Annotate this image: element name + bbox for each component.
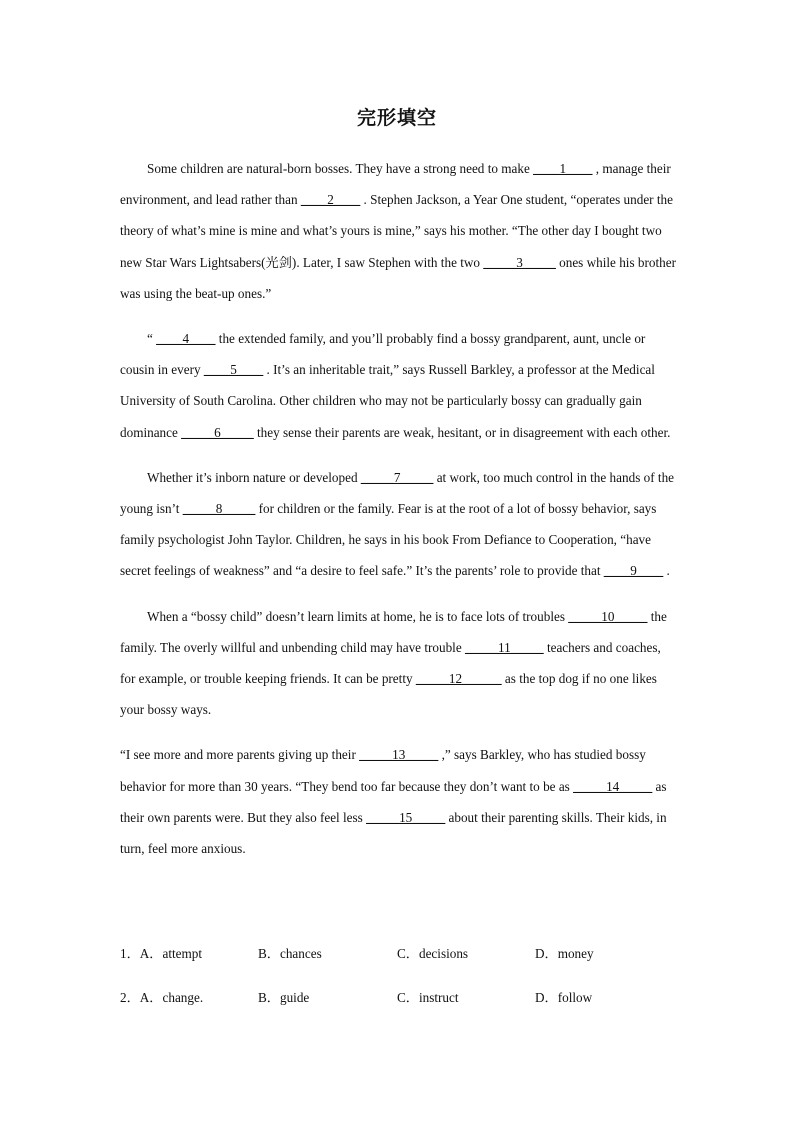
paragraph-text: the extended family, and you’ll probably find a bossy grandparent, aunt, uncle or cousin in every bbox=[120, 331, 646, 378]
paragraph-text: . bbox=[663, 563, 670, 579]
question-1-option-c: C．decisions bbox=[397, 946, 469, 961]
paragraph-text: for children or the family. Fear is at the root of a lot of bossy behavior, says family psychologist John Taylor. Children, he says in his book From Defiance to Cooperation, “have secret feelings of weakness” and “a desire to feel safe.” It’s the parents’ role to provide that bbox=[120, 501, 657, 579]
question-1-option-b: B．chances bbox=[258, 946, 322, 961]
paragraph-text: about their parenting skills. Their kids, in turn, feel more anxious. bbox=[120, 809, 667, 857]
paragraph-text: “I see more and more parents giving up their bbox=[120, 747, 360, 763]
blank-6: _____6_____ bbox=[181, 424, 254, 440]
blank-4: ____4____ bbox=[156, 331, 216, 347]
paragraph-2 bbox=[120, 323, 676, 448]
paragraph-text: Some children are natural-born bosses. They have a strong need to make bbox=[147, 161, 534, 176]
paragraph-text: . Stephen Jackson, a Year One student, “operates under the theory of what’s mine is mine and what’s yours is mine,” says his mother. “The other day I bought two new Star Wars Lightsabers(光剑). Later, I saw Stephen with the two bbox=[120, 192, 673, 270]
page-title: 完形填空 bbox=[356, 107, 437, 129]
paragraph-text: teachers and coaches, for example, or trouble keeping friends. It can be pretty bbox=[120, 639, 661, 687]
blank-14: _____14_____ bbox=[573, 778, 653, 794]
paragraph-text: “ bbox=[147, 331, 157, 347]
blank-15: _____15_____ bbox=[366, 809, 446, 825]
paragraph-text: as the top dog if no one likes your bossy ways. bbox=[120, 671, 657, 718]
passage bbox=[120, 153, 676, 864]
blank-1: ____1____ bbox=[533, 161, 593, 176]
paragraph-text: . It’s an inheritable trait,” says Russell Barkley, a professor at the Medical University of South Carolina. Other children who may not be particularly bossy can gradually gain dominance bbox=[120, 362, 655, 440]
question-2-option-c: C．instruct bbox=[397, 990, 459, 1005]
question-2-option-b: B．guide bbox=[258, 990, 310, 1005]
question-1-option-d: D．money bbox=[535, 946, 594, 961]
paragraph-5 bbox=[120, 739, 676, 864]
blank-11: _____11_____ bbox=[465, 639, 544, 655]
paragraph-text: When a “bossy child” doesn’t learn limits at home, he is to face lots of troubles bbox=[147, 608, 569, 624]
paragraph-1 bbox=[120, 153, 676, 309]
paragraph-3 bbox=[120, 462, 676, 587]
paragraph-text: , manage their environment, and lead rather than bbox=[120, 161, 671, 208]
blank-3: _____3_____ bbox=[483, 254, 556, 270]
paragraph-text: ,” says Barkley, who has studied bossy behavior for more than 30 years. “They bend too far because they don’t want to be as bbox=[120, 747, 646, 794]
paragraph-text: as their own parents were. But they also feel less bbox=[120, 778, 667, 825]
blank-9: ____9____ bbox=[603, 563, 664, 579]
blank-10: _____10_____ bbox=[568, 608, 648, 624]
blank-13: _____13_____ bbox=[359, 747, 439, 763]
question-2-option-a: 2．A．change. bbox=[120, 990, 204, 1005]
question-2-option-d: D．follow bbox=[535, 990, 593, 1005]
paragraph-text: Whether it’s inborn nature or developed bbox=[147, 469, 361, 485]
paragraph-text: ones while his brother was using the beat-up ones.” bbox=[120, 254, 676, 301]
blank-8: _____8_____ bbox=[182, 501, 256, 517]
blank-12: _____12______ bbox=[415, 671, 502, 687]
paragraph-text: at work, too much control in the hands of the young isn’t bbox=[120, 469, 675, 517]
paragraph-text: the family. The overly willful and unbending child may have trouble bbox=[120, 608, 667, 655]
blank-5: ____5____ bbox=[203, 362, 264, 378]
blank-7: _____7_____ bbox=[360, 469, 434, 485]
paragraph-text: they sense their parents are weak, hesitant, or in disagreement with each other. bbox=[253, 424, 671, 440]
paragraph-4 bbox=[120, 601, 676, 726]
question-1-option-a: 1．A．attempt bbox=[120, 946, 203, 961]
blank-2: ____2____ bbox=[300, 192, 361, 208]
